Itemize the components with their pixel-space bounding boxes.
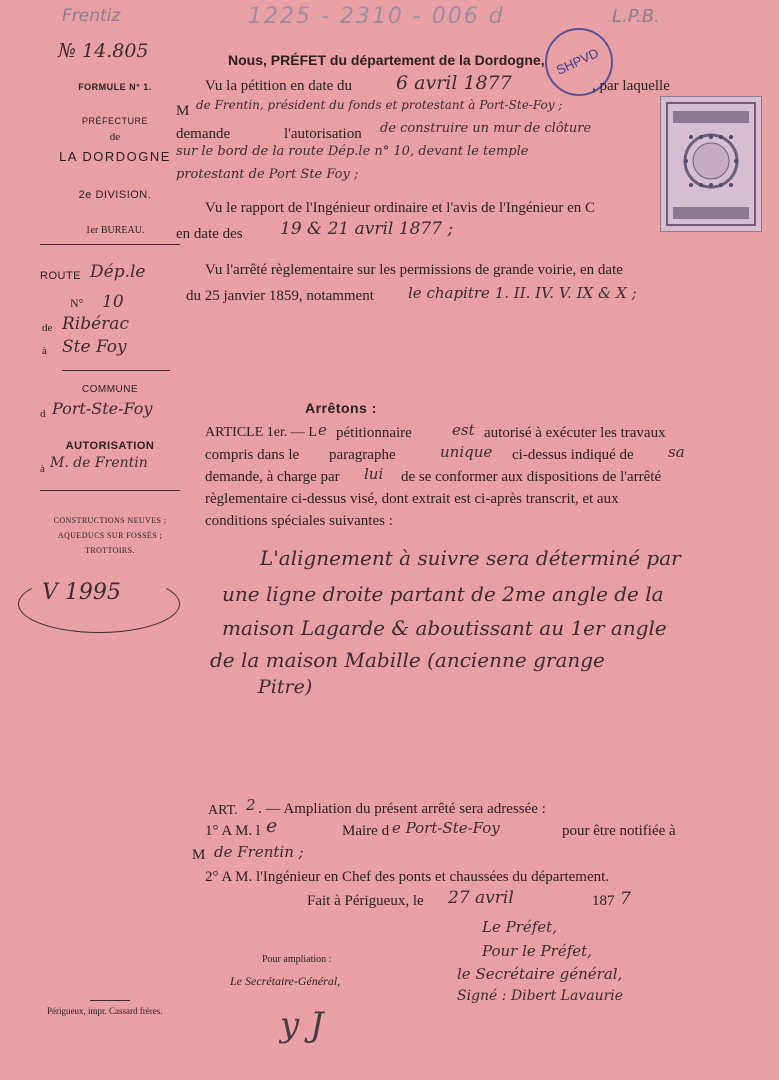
special-condition-line: Pitre) (258, 676, 313, 698)
article-1-hand-est: est (452, 421, 475, 439)
works-line-3: TROTTOIRS. (85, 546, 135, 555)
done-year-hand: 7 (620, 889, 631, 909)
article-1-authorized: autorisé à exécuter les travaux (484, 425, 666, 441)
petition-date: 6 avril 1877 (396, 72, 512, 94)
article-2-maire-b: Maire d (342, 823, 390, 839)
autorisation-prefix: à (40, 463, 45, 475)
article-2-maire-e: e (266, 815, 278, 837)
petition-text-b: , par laquelle (592, 78, 670, 94)
pencil-note-name: Frentiz (62, 6, 121, 26)
article-1-hand-e: e (318, 421, 327, 439)
works-line-2: AQUEDUCS SUR FOSSÉS ; (57, 531, 163, 540)
article-1-lui: lui (364, 465, 384, 483)
done-year-printed: 187 (592, 893, 615, 909)
article-1-label: ARTICLE 1er. — L (205, 425, 317, 440)
fiscal-stamp (660, 96, 762, 232)
route-from-label: de (42, 322, 53, 334)
route-value: Dép.le (90, 262, 146, 282)
commune-value: Port-Ste-Foy (52, 399, 153, 418)
article-2-ingenieur: 2° A M. l'Ingénieur en Chef des ponts et chaussées du département. (205, 869, 610, 885)
signature-line: Signé : Dibert Lavaurie (457, 988, 624, 1004)
special-condition-line: une ligne droite partant de 2me angle de la (222, 582, 664, 606)
route-number-label: N° (70, 296, 84, 310)
autorisation-label: AUTORISATION (65, 440, 155, 452)
done-at-label: Fait à Périgueux, le (307, 893, 424, 909)
secretaire-general-label: Le Secrétaire-Général, (230, 974, 341, 988)
ampliation-label: Pour ampliation : (262, 954, 332, 965)
bureau-label: 1er BUREAU. (85, 225, 145, 236)
prefect-header: Nous, PRÉFET du département de la Dordogne, (228, 52, 545, 68)
pencil-note-initials: L.P.B. (612, 6, 660, 27)
petitioner-name: de Frentin, président du fonds et protestant à Port-Ste-Foy ; (196, 98, 563, 112)
special-condition-line: maison Lagarde & aboutissant au 1er angle (222, 616, 667, 640)
registration-number: № 14.805 (58, 40, 149, 62)
demande-label: demande (176, 126, 231, 142)
article-2-notifiee: pour être notifiée à (562, 823, 676, 839)
secretary-initials: y J (280, 1005, 324, 1045)
article-2-number: 2 (246, 796, 256, 814)
special-condition-line: L'alignement à suivre sera déterminé par (260, 546, 681, 570)
petition-text-a: Vu la pétition en date du (205, 78, 352, 94)
prefecture-label: PRÉFECTURE (81, 116, 148, 126)
signature-line: le Secrétaire général, (457, 965, 623, 983)
autorisation-divider (40, 490, 180, 491)
arrete-text-a: Vu l'arrêté règlementaire sur les permissions de grande voirie, en date (205, 262, 623, 278)
special-condition-line: de la maison Mabille (ancienne grange (210, 648, 605, 672)
authorization-object-3: protestant de Port Ste Foy ; (176, 167, 359, 182)
v-number: V 1995 (42, 580, 121, 605)
rapport-text-b: en date des (176, 226, 243, 242)
article-1-conditions: conditions spéciales suivantes : (205, 513, 393, 529)
article-1-petitionnaire: pétitionnaire (336, 425, 412, 441)
division-label: 2e DIVISION. (78, 189, 152, 201)
arrete-chapters: le chapitre 1. II. IV. V. IX & X ; (408, 284, 637, 302)
arrete-text-b: du 25 janvier 1859, notamment (186, 288, 374, 304)
petitioner-m: M (176, 103, 190, 119)
signature-line: Pour le Préfet, (482, 942, 592, 960)
department-name: LA DORDOGNE (59, 149, 171, 164)
archive-reference: 1225 - 2310 - 006 d (248, 4, 505, 29)
commune-label: COMMUNE (81, 384, 139, 395)
article-1-indique: ci-dessus indiqué de (512, 447, 634, 463)
article-1-compris: compris dans le (205, 447, 300, 463)
arretons-heading: Arrêtons : (305, 400, 377, 416)
route-to-label: à (42, 345, 47, 357)
authorization-object: de construire un mur de clôture (380, 121, 592, 136)
commune-prefix: d (40, 408, 46, 420)
article-2-commune: e Port-Ste-Foy (392, 819, 500, 837)
article-1-reglementaire: règlementaire ci-dessus visé, dont extrait est ci-après transcrit, et aux (205, 491, 619, 507)
printer-imprint: Périgueux, impr. Cassard frères. (47, 1006, 163, 1016)
autorisation-value: M. de Frentin (50, 455, 148, 471)
rapport-dates: 19 & 21 avril 1877 ; (280, 219, 454, 239)
route-label: ROUTE (40, 270, 81, 282)
article-2-m: M (192, 847, 206, 863)
route-from-value: Ribérac (62, 314, 129, 334)
route-number-value: 10 (102, 292, 124, 312)
printer-divider (90, 1000, 130, 1001)
article-2-label: ART. (208, 803, 238, 818)
rapport-text-a: Vu le rapport de l'Ingénieur ordinaire et l'avis de l'Ingénieur en C (205, 200, 595, 216)
prefecture-de: de (109, 131, 121, 143)
article-2-petitioner: de Frentin ; (214, 843, 304, 861)
autorisation-word: l'autorisation (284, 126, 362, 142)
article-1-charge: demande, à charge par (205, 469, 340, 485)
archive-stamp-text: SHPVD (553, 45, 601, 78)
article-1-unique: unique (440, 443, 493, 461)
article-1-sa: sa (668, 443, 685, 461)
signature-line: Le Préfet, (482, 918, 557, 936)
article-2-maire-a: 1° A M. l (205, 823, 261, 839)
route-divider (62, 370, 170, 371)
article-1-paragraphe: paragraphe (329, 447, 396, 463)
left-divider (40, 244, 180, 245)
formule-label: FORMULE N° 1. (78, 82, 152, 92)
route-to-value: Ste Foy (62, 337, 127, 357)
article-2-text: . — Ampliation du présent arrêté sera adressée : (258, 801, 546, 817)
done-date: 27 avril (448, 888, 514, 908)
works-line-1: CONSTRUCTIONS NEUVES ; (53, 516, 167, 525)
authorization-object-2: sur le bord de la route Dép.le n° 10, devant le temple (176, 144, 529, 159)
article-1-conformer: de se conformer aux dispositions de l'arrêté (401, 469, 662, 485)
fiscal-stamp-icon (661, 97, 761, 231)
